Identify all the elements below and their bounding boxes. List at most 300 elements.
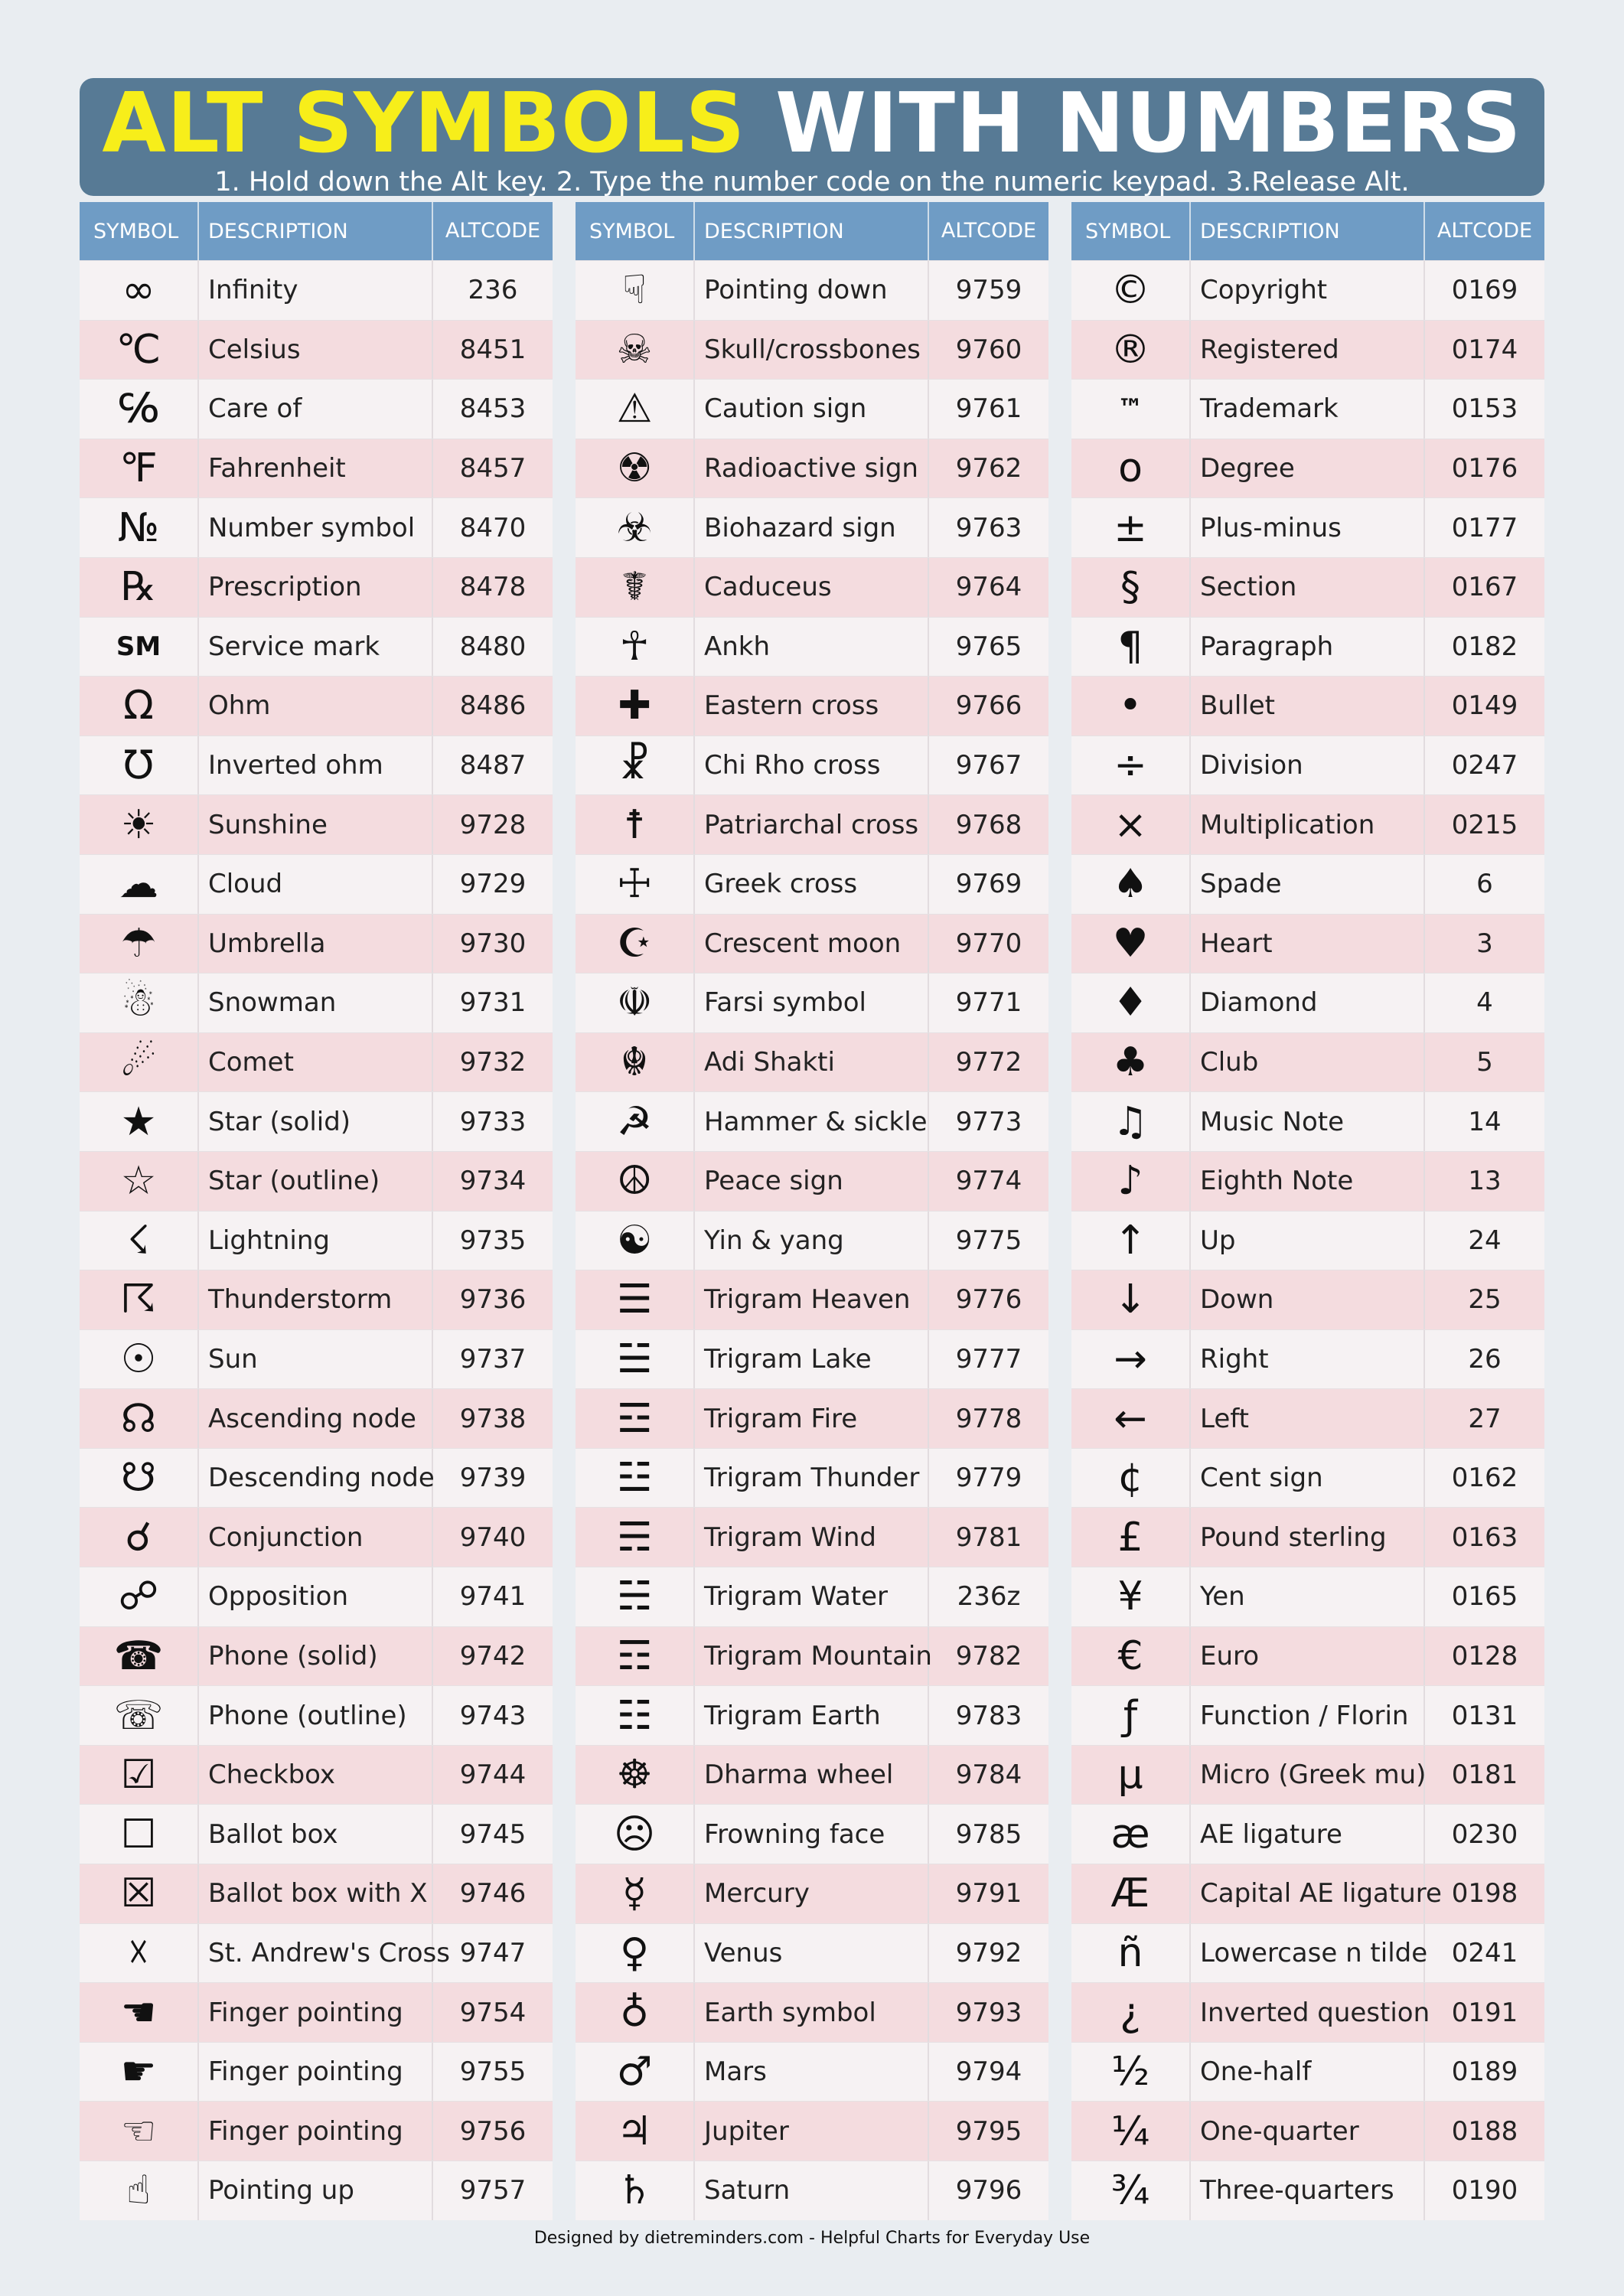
symbol-description: Trigram Wind [695, 1508, 929, 1567]
footer-credit: Designed by dietreminders.com - Helpful Charts for Everyday Use [533, 2229, 1091, 2248]
symbol-glyph: ℅ [80, 380, 199, 439]
table-row [576, 1270, 1048, 1329]
symbol-description: Fahrenheit [199, 439, 433, 498]
symbol-description: Service mark [199, 618, 433, 677]
instructions: 1. Hold down the Alt key. 2. Type the number code on the numeric keypad. 3.Release Alt. [214, 167, 1410, 197]
symbol-glyph: ½ [1071, 2043, 1191, 2102]
header-alt-code-line2: CODE [1472, 219, 1533, 243]
table-row [80, 1151, 553, 1211]
alt-code: 0167 [1451, 572, 1518, 603]
table-row [80, 735, 553, 795]
table-row [576, 497, 1048, 557]
title-banner [80, 78, 1544, 196]
symbol-description: Opposition [199, 1567, 433, 1626]
symbol-glyph: ☃ [80, 974, 199, 1032]
symbol-glyph: → [1071, 1330, 1191, 1389]
symbol-glyph: o [1071, 439, 1191, 498]
symbol-description: Phone (solid) [199, 1627, 433, 1686]
table-row [576, 735, 1048, 795]
symbol-glyph: ♄ [576, 2161, 695, 2220]
table-row [80, 794, 553, 854]
symbol-description: Conjunction [199, 1508, 433, 1567]
title-rest: WITH NUMBERS [775, 76, 1522, 171]
alt-code: 9774 [955, 1166, 1022, 1197]
table-row [80, 1270, 553, 1329]
symbol-glyph: ☊ [80, 1389, 199, 1448]
symbol-glyph: ☓ [80, 1924, 199, 1983]
alt-code: 9779 [955, 1463, 1022, 1494]
alt-code: 9768 [955, 809, 1022, 840]
table-row [1071, 439, 1544, 498]
symbol-glyph: ☿ [576, 1864, 695, 1923]
symbol-description: Function / Florin [1191, 1686, 1425, 1745]
symbol-description: Micro (Greek mu) [1191, 1746, 1425, 1805]
symbol-glyph: ♂ [576, 2043, 695, 2102]
table-row [80, 914, 553, 974]
table-row [80, 1567, 553, 1626]
symbol-glyph: ☒ [80, 1864, 199, 1923]
table-row [80, 1804, 553, 1864]
alt-code: 9778 [955, 1403, 1022, 1434]
symbol-glyph: ℉ [80, 439, 199, 498]
header-alt-code-line2: CODE [977, 219, 1037, 243]
symbol-description: Biohazard sign [695, 498, 929, 557]
table-row [576, 1151, 1048, 1211]
symbol-glyph: ☬ [576, 1033, 695, 1092]
alt-code: 9731 [459, 987, 527, 1019]
table-row [80, 1091, 553, 1151]
table-row [1071, 735, 1544, 795]
header-alt-code [929, 202, 1048, 260]
symbol-glyph: ★ [80, 1092, 199, 1151]
symbol-description: Celsius [199, 321, 433, 380]
alt-code: 9733 [459, 1106, 527, 1137]
table-row [80, 260, 553, 320]
symbol-description: Pound sterling [1191, 1508, 1425, 1567]
symbol-description: Snowman [199, 974, 433, 1032]
table-row [576, 1982, 1048, 2042]
symbol-description: Radioactive sign [695, 439, 929, 498]
symbol-glyph: ☢ [576, 439, 695, 498]
table-row [576, 320, 1048, 380]
alt-code: 0198 [1451, 1878, 1518, 1910]
table-row [80, 1982, 553, 2042]
alt-code: 9730 [459, 928, 527, 959]
symbol-description: Yen [1191, 1567, 1425, 1626]
symbol-description: Greek cross [695, 855, 929, 914]
table-row [1071, 260, 1544, 320]
symbol-glyph: ☑ [80, 1746, 199, 1805]
symbol-description: Caduceus [695, 558, 929, 617]
symbol-description: Adi Shakti [695, 1033, 929, 1092]
table-row [576, 1388, 1048, 1448]
alt-code: 0191 [1451, 1997, 1518, 2028]
symbol-description: Inverted question [1191, 1983, 1425, 2042]
symbol-description: Music Note [1191, 1092, 1425, 1151]
symbol-glyph: ☇ [80, 1212, 199, 1270]
symbol-glyph: ☫ [576, 974, 695, 1032]
symbol-description: Bullet [1191, 677, 1425, 735]
table-row [576, 1745, 1048, 1805]
symbol-description: Down [1191, 1270, 1425, 1329]
alt-code: 9743 [459, 1700, 527, 1731]
symbol-glyph: ☹ [576, 1805, 695, 1864]
alt-code: 4 [1476, 987, 1493, 1019]
alt-code: 9755 [459, 2056, 527, 2088]
symbol-glyph: ¾ [1071, 2161, 1191, 2220]
table-row [80, 1507, 553, 1567]
table-row [576, 1685, 1048, 1745]
symbol-description: Farsi symbol [695, 974, 929, 1032]
symbol-description: Infinity [199, 261, 433, 320]
symbol-glyph: £ [1071, 1508, 1191, 1567]
table-row [576, 2042, 1048, 2102]
symbol-glyph: ☶ [576, 1627, 695, 1686]
symbol-glyph: ✚ [576, 677, 695, 735]
table-row [1071, 557, 1544, 617]
table-row [1071, 1270, 1544, 1329]
alt-code: 8470 [459, 512, 527, 543]
symbol-description: Saturn [695, 2161, 929, 2220]
symbol-glyph: ☟ [576, 261, 695, 320]
symbol-description: Finger pointing [199, 2043, 433, 2102]
symbol-glyph: ☨ [576, 795, 695, 854]
alt-code: 9734 [459, 1166, 527, 1197]
alt-code: 9754 [459, 1997, 527, 2028]
symbol-description: Registered [1191, 321, 1425, 380]
symbol-glyph: ☋ [80, 1449, 199, 1508]
alt-code: 0169 [1451, 275, 1518, 306]
alt-code: 9729 [459, 869, 527, 900]
alt-code: 9728 [459, 809, 527, 840]
alt-code: 14 [1468, 1106, 1502, 1137]
symbol-glyph: ☛ [80, 2043, 199, 2102]
symbol-glyph: ♀ [576, 1924, 695, 1983]
symbol-description: Cloud [199, 855, 433, 914]
alt-code: 9794 [955, 2056, 1022, 2088]
symbol-description: Plus-minus [1191, 498, 1425, 557]
alt-code: 9796 [955, 2175, 1022, 2206]
symbol-glyph: § [1071, 558, 1191, 617]
table-row [576, 617, 1048, 677]
symbol-description: Sun [199, 1330, 433, 1389]
header-description: DESCRIPTION [199, 202, 433, 260]
header-alt-code [433, 202, 553, 260]
symbol-description: Finger pointing [199, 1983, 433, 2042]
header-description: DESCRIPTION [695, 202, 929, 260]
alt-code: 9762 [955, 453, 1022, 484]
table-row [1071, 854, 1544, 914]
table-row [80, 1032, 553, 1092]
table-row [80, 854, 553, 914]
table-row [80, 1211, 553, 1270]
symbol-description: Up [1191, 1212, 1425, 1270]
symbol-description: Yin & yang [695, 1212, 929, 1270]
symbol-glyph: ☴ [576, 1508, 695, 1567]
table-row [576, 439, 1048, 498]
symbol-glyph: ☱ [576, 1330, 695, 1389]
symbol-description: Pointing down [695, 261, 929, 320]
symbol-description: Ohm [199, 677, 433, 735]
alt-code: 9776 [955, 1284, 1022, 1316]
table-row [1071, 379, 1544, 439]
symbol-description: Section [1191, 558, 1425, 617]
header-alt-code [1425, 202, 1544, 260]
alt-code: 9765 [955, 631, 1022, 662]
symbol-glyph: ♦ [1071, 974, 1191, 1032]
symbol-glyph: ☠ [576, 321, 695, 380]
symbol-description: Umbrella [199, 915, 433, 974]
header-symbol: SYMBOL [80, 202, 199, 260]
symbol-description: Trigram Earth [695, 1686, 929, 1745]
symbol-glyph: ☁ [80, 855, 199, 914]
column-header-row [576, 202, 1048, 260]
symbol-description: Trademark [1191, 380, 1425, 439]
table-row [1071, 497, 1544, 557]
symbol-description: Mercury [695, 1864, 929, 1923]
symbol-glyph: ☯ [576, 1212, 695, 1270]
symbol-description: Eastern cross [695, 677, 929, 735]
table-row [576, 854, 1048, 914]
symbol-table-2 [576, 202, 1048, 2216]
alt-code: 9745 [459, 1818, 527, 1850]
alt-code: 0149 [1451, 690, 1518, 722]
alt-code: 9744 [459, 1760, 527, 1791]
table-row [576, 2101, 1048, 2161]
symbol-description: Hammer & sickle [695, 1092, 929, 1151]
symbol-description: Ballot box with X [199, 1864, 433, 1923]
symbol-description: One-quarter [1191, 2102, 1425, 2161]
alt-code: 13 [1468, 1166, 1502, 1197]
alt-code: 0153 [1451, 393, 1518, 425]
table-row [1071, 1329, 1544, 1389]
symbol-glyph: ¥ [1071, 1567, 1191, 1626]
symbol-description: AE ligature [1191, 1805, 1425, 1864]
symbol-description: Club [1191, 1033, 1425, 1092]
table-row [576, 379, 1048, 439]
table-row [80, 2161, 553, 2220]
symbol-glyph: ¼ [1071, 2102, 1191, 2161]
alt-code: 25 [1468, 1284, 1502, 1316]
alt-code: 9792 [955, 1937, 1022, 1968]
alt-code: 9795 [955, 2115, 1022, 2147]
table-row [576, 1864, 1048, 1923]
symbol-description: Earth symbol [695, 1983, 929, 2042]
alt-code: 9784 [955, 1760, 1022, 1791]
alt-code: 9740 [459, 1521, 527, 1553]
alt-code: 26 [1468, 1343, 1502, 1375]
alt-code: 8478 [459, 572, 527, 603]
alt-code: 0215 [1451, 809, 1518, 840]
table-row [80, 439, 553, 498]
symbol-glyph: ☚ [80, 1983, 199, 2042]
table-row [1071, 1211, 1544, 1270]
header-alt-code-line1: ALT [1436, 219, 1473, 243]
table-row [80, 1388, 553, 1448]
symbol-glyph: ☈ [80, 1270, 199, 1329]
alt-code: 9763 [955, 512, 1022, 543]
symbol-glyph: ☄ [80, 1033, 199, 1092]
symbol-description: Skull/crossbones [695, 321, 929, 380]
alt-code: 9747 [459, 1937, 527, 1968]
alt-code: 8457 [459, 453, 527, 484]
symbol-description: Star (outline) [199, 1152, 433, 1211]
column-header-row [80, 202, 553, 260]
alt-code: 9757 [459, 2175, 527, 2206]
alt-code: 0247 [1451, 750, 1518, 781]
symbol-glyph: × [1071, 795, 1191, 854]
symbol-description: Trigram Water [695, 1567, 929, 1626]
alt-code: 0165 [1451, 1581, 1518, 1613]
alt-code: 9764 [955, 572, 1022, 603]
symbol-glyph: ƒ [1071, 1686, 1191, 1745]
symbol-description: Trigram Heaven [695, 1270, 929, 1329]
symbol-description: Frowning face [695, 1805, 929, 1864]
alt-code: 9759 [955, 275, 1022, 306]
alt-code: 9737 [459, 1343, 527, 1375]
symbol-description: Capital AE ligature [1191, 1864, 1425, 1923]
table-row [1071, 914, 1544, 974]
symbol-glyph: № [80, 498, 199, 557]
symbol-description: Euro [1191, 1627, 1425, 1686]
alt-code: 0174 [1451, 334, 1518, 365]
alt-code: 0189 [1451, 2056, 1518, 2088]
table-row [1071, 1864, 1544, 1923]
symbol-description: Prescription [199, 558, 433, 617]
symbol-description: Mars [695, 2043, 929, 2102]
symbol-description: Ankh [695, 618, 929, 677]
symbol-glyph: ↑ [1071, 1212, 1191, 1270]
table-row [1071, 1745, 1544, 1805]
alt-code: 9736 [459, 1284, 527, 1316]
table-row [1071, 1091, 1544, 1151]
alt-code: 0176 [1451, 453, 1518, 484]
symbol-description: One-half [1191, 2043, 1425, 2102]
alt-code: 236 [468, 275, 518, 306]
symbol-glyph: ☸ [576, 1746, 695, 1805]
alt-code: 0131 [1451, 1700, 1518, 1731]
symbol-description: Left [1191, 1389, 1425, 1448]
table-row [576, 1032, 1048, 1092]
symbol-glyph: ☆ [80, 1152, 199, 1211]
symbol-description: Copyright [1191, 261, 1425, 320]
table-row [576, 1567, 1048, 1626]
symbol-description: Ascending node [199, 1389, 433, 1448]
symbol-table-1 [80, 202, 553, 2216]
table-row [80, 1864, 553, 1923]
symbol-glyph: ☭ [576, 1092, 695, 1151]
symbol-description: Degree [1191, 439, 1425, 498]
symbol-glyph: ☂ [80, 915, 199, 974]
symbol-description: Phone (outline) [199, 1686, 433, 1745]
symbol-description: St. Andrew's Cross [199, 1924, 433, 1983]
table-row [80, 973, 553, 1032]
symbol-glyph: ☍ [80, 1567, 199, 1626]
alt-code: 8480 [459, 631, 527, 662]
alt-code: 9761 [955, 393, 1022, 425]
alt-code: 9741 [459, 1581, 527, 1613]
table-row [576, 1804, 1048, 1864]
table-row [80, 2042, 553, 2102]
symbol-description: Finger pointing [199, 2102, 433, 2161]
table-row [576, 914, 1048, 974]
symbol-description: Checkbox [199, 1746, 433, 1805]
symbol-glyph: ☣ [576, 498, 695, 557]
symbol-description: Venus [695, 1924, 929, 1983]
header-alt-code-line1: ALT [941, 219, 977, 243]
table-row [80, 320, 553, 380]
title-highlight: ALT SYMBOLS [102, 76, 746, 171]
table-row [576, 557, 1048, 617]
symbol-glyph: ↓ [1071, 1270, 1191, 1329]
table-row [1071, 1448, 1544, 1508]
table-row [80, 1329, 553, 1389]
symbol-glyph: ☷ [576, 1686, 695, 1745]
symbol-description: Ballot box [199, 1805, 433, 1864]
alt-code: 9769 [955, 869, 1022, 900]
symbol-description: Trigram Thunder [695, 1449, 929, 1508]
symbol-glyph: ☀ [80, 795, 199, 854]
table-row [576, 1091, 1048, 1151]
symbol-description: Pointing up [199, 2161, 433, 2220]
table-row [576, 2161, 1048, 2220]
table-row [1071, 2101, 1544, 2161]
header-symbol: SYMBOL [1071, 202, 1191, 260]
alt-code: 9793 [955, 1997, 1022, 2028]
symbol-glyph: ® [1071, 321, 1191, 380]
symbol-description: Chi Rho cross [695, 736, 929, 795]
alt-code: 9756 [459, 2115, 527, 2147]
table-row [576, 1211, 1048, 1270]
table-row [1071, 1567, 1544, 1626]
symbol-glyph: SM [80, 618, 199, 677]
symbol-glyph: ☝ [80, 2161, 199, 2220]
alt-code: 8451 [459, 334, 527, 365]
alt-code: 9742 [459, 1640, 527, 1671]
symbol-description: Trigram Mountain [695, 1627, 929, 1686]
symbol-table-3 [1071, 202, 1544, 2216]
alt-code: 0188 [1451, 2115, 1518, 2147]
symbol-glyph: ☪ [576, 915, 695, 974]
symbol-glyph: ☵ [576, 1567, 695, 1626]
symbol-description: Caution sign [695, 380, 929, 439]
symbol-glyph: ℞ [80, 558, 199, 617]
alt-code: 9781 [955, 1521, 1022, 1553]
symbol-glyph: Æ [1071, 1864, 1191, 1923]
alt-code: 236z [957, 1581, 1021, 1613]
table-row [1071, 1032, 1544, 1092]
table-row [1071, 973, 1544, 1032]
alt-code: 8453 [459, 393, 527, 425]
table-row [576, 1626, 1048, 1686]
symbol-glyph: ☏ [80, 1686, 199, 1745]
symbol-description: Diamond [1191, 974, 1425, 1032]
symbol-description: Jupiter [695, 2102, 929, 2161]
symbol-glyph: ☌ [80, 1508, 199, 1567]
table-row [80, 1448, 553, 1508]
symbol-glyph: ← [1071, 1389, 1191, 1448]
alt-code: 3 [1476, 928, 1493, 959]
alt-code: 27 [1468, 1403, 1502, 1434]
table-row [80, 1685, 553, 1745]
symbol-glyph: ℧ [80, 736, 199, 795]
table-row [576, 1329, 1048, 1389]
symbol-description: Number symbol [199, 498, 433, 557]
alt-code: 0181 [1451, 1760, 1518, 1791]
symbol-glyph: ♥ [1071, 915, 1191, 974]
symbol-description: Thunderstorm [199, 1270, 433, 1329]
alt-code: 9772 [955, 1047, 1022, 1078]
